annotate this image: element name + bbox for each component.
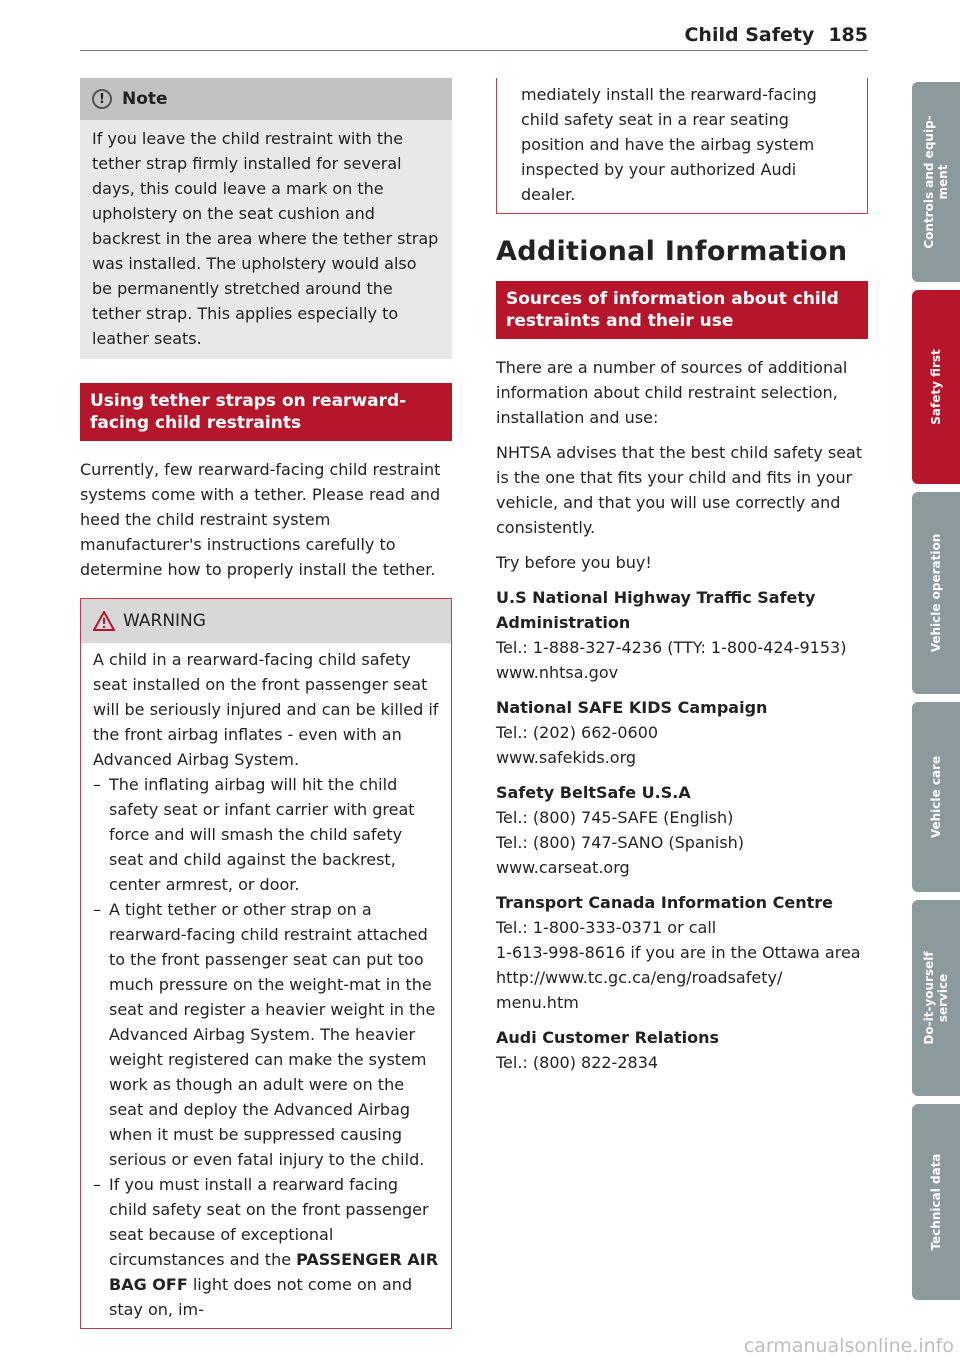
tab-label: Controls and equip- ment xyxy=(922,115,950,249)
note-box xyxy=(80,78,452,359)
source-line: Tel.: (800) 822-2834 xyxy=(496,1053,659,1072)
source-entry xyxy=(496,1025,868,1075)
warning-item-text: light does not come on and stay on, im- xyxy=(109,1275,413,1319)
left-column xyxy=(80,78,452,1329)
warning-item xyxy=(93,1172,439,1322)
warning-item: – The inflating airbag will hit the child safety seat or infant carrier with great force and will smash the child safety seat and child against the backrest, center armrest, or door. xyxy=(93,772,439,897)
source-entry xyxy=(496,780,868,880)
warning-list xyxy=(93,772,439,1322)
source-link[interactable]: menu.htm xyxy=(496,993,579,1012)
warning-triangle-icon xyxy=(93,611,115,631)
tab-controls[interactable] xyxy=(912,82,960,282)
source-link[interactable]: www.safekids.org xyxy=(496,748,637,767)
section-title: Child Safety xyxy=(684,24,815,46)
warning-box xyxy=(80,598,452,1329)
try-before-buy: Try before you buy! xyxy=(496,553,652,572)
warning-label: WARNING xyxy=(123,611,206,631)
tether-text: Currently, few rearward-facing child restraint systems come with a tether. Please read and heed the child restraint system manufacturer's instructions carefully to determine how to properly install the tether. xyxy=(80,460,441,579)
note-text: If you leave the child restraint with the tether strap firmly installed for several days, this could leave a mark on the upholstery on the seat cushion and backrest in the area where the tether strap was installed. The upholstery would also be permanently stretched around the tether strap. This applies especially to leather seats. xyxy=(92,129,439,348)
warning-header xyxy=(81,599,451,643)
source-line: Tel.: (800) 747-SANO (Spanish) xyxy=(496,833,745,852)
source-line: Tel.: 1-800-333-0371 or call xyxy=(496,918,717,937)
sources-subheading: Sources of information about child restraints and their use xyxy=(496,281,868,339)
source-name: Audi Customer Relations xyxy=(496,1028,720,1047)
airbag-off-label: PASSENGER AIR BAG OFF xyxy=(109,1250,439,1294)
source-name: U.S National Highway Traffic Safety Administration xyxy=(496,588,816,632)
tab-label: Do-it-yourself service xyxy=(922,951,950,1045)
tab-vehicle-care[interactable] xyxy=(912,702,960,892)
tab-do-it-yourself[interactable] xyxy=(912,900,960,1096)
source-line: Tel.: 1-888-327-4236 (TTY: 1-800-424-9153) xyxy=(496,638,847,657)
tab-label: Vehicle operation xyxy=(929,533,943,653)
source-entry xyxy=(496,695,868,770)
page-header xyxy=(684,24,868,46)
source-line: Tel.: (202) 662-0600 xyxy=(496,723,659,742)
header-divider xyxy=(80,50,868,51)
note-label: Note xyxy=(122,89,168,109)
tab-safety-first[interactable] xyxy=(912,290,960,484)
source-link[interactable]: www.carseat.org xyxy=(496,858,630,877)
page-number: 185 xyxy=(828,24,868,46)
source-entry xyxy=(496,890,868,1015)
tab-label: Safety first xyxy=(929,349,943,425)
source-entry xyxy=(496,585,868,685)
info-icon: ! xyxy=(92,89,112,109)
source-link[interactable]: http://www.tc.gc.ca/eng/roadsafety/ xyxy=(496,968,783,987)
watermark: carmanualsonline.info xyxy=(743,1335,954,1357)
source-name: National SAFE KIDS Campaign xyxy=(496,698,768,717)
source-name: Transport Canada Information Centre xyxy=(496,893,833,912)
warning-continued-box xyxy=(496,78,868,214)
tab-label: Vehicle care xyxy=(929,755,943,839)
additional-info-heading: Additional Information xyxy=(496,236,848,267)
tab-label: Technical data xyxy=(929,1153,943,1251)
warning-continued: mediately install the rearward-facing child safety seat in a rear seating position and have the airbag system inspected by your authorized Audi dealer. xyxy=(521,85,817,204)
source-link[interactable]: www.nhtsa.gov xyxy=(496,663,619,682)
tab-technical-data[interactable] xyxy=(912,1104,960,1300)
nhtsa-advice: NHTSA advises that the best child safety seat is the one that fits your child and fits in your vehicle, and that you will use correctly and consistently. xyxy=(496,443,863,537)
right-column xyxy=(496,78,868,1075)
warning-item: – A tight tether or other strap on a rearward-facing child restraint attached to the front passenger seat can put too much pressure on the weight-mat in the seat and register a heavier weight in the Advanced Airbag System. The heavier weight registered can make the system work as though an adult were on the seat and deploy the Advanced Airbag when it must be suppressed causing serious or even fatal injury to the child. xyxy=(93,897,439,1172)
warning-intro: A child in a rearward-facing child safety seat installed on the front passenger seat will be seriously injured and can be killed if the front airbag inflates - even with an Advanced Airbag System. xyxy=(93,650,439,769)
source-line: 1-613-998-8616 if you are in the Ottawa area xyxy=(496,943,861,962)
intro-paragraph: There are a number of sources of additional information about child restraint selection, installation and use: xyxy=(496,358,848,427)
source-name: Safety BeltSafe U.S.A xyxy=(496,783,691,802)
source-line: Tel.: (800) 745-SAFE (English) xyxy=(496,808,734,827)
tether-heading: Using tether straps on rearward-facing child restraints xyxy=(80,383,452,441)
note-header xyxy=(80,78,452,120)
warning-item-text: If you must install a rearward facing child safety seat on the front passenger seat because of exceptional circumstances and the xyxy=(109,1175,429,1269)
tab-vehicle-operation[interactable] xyxy=(912,492,960,694)
